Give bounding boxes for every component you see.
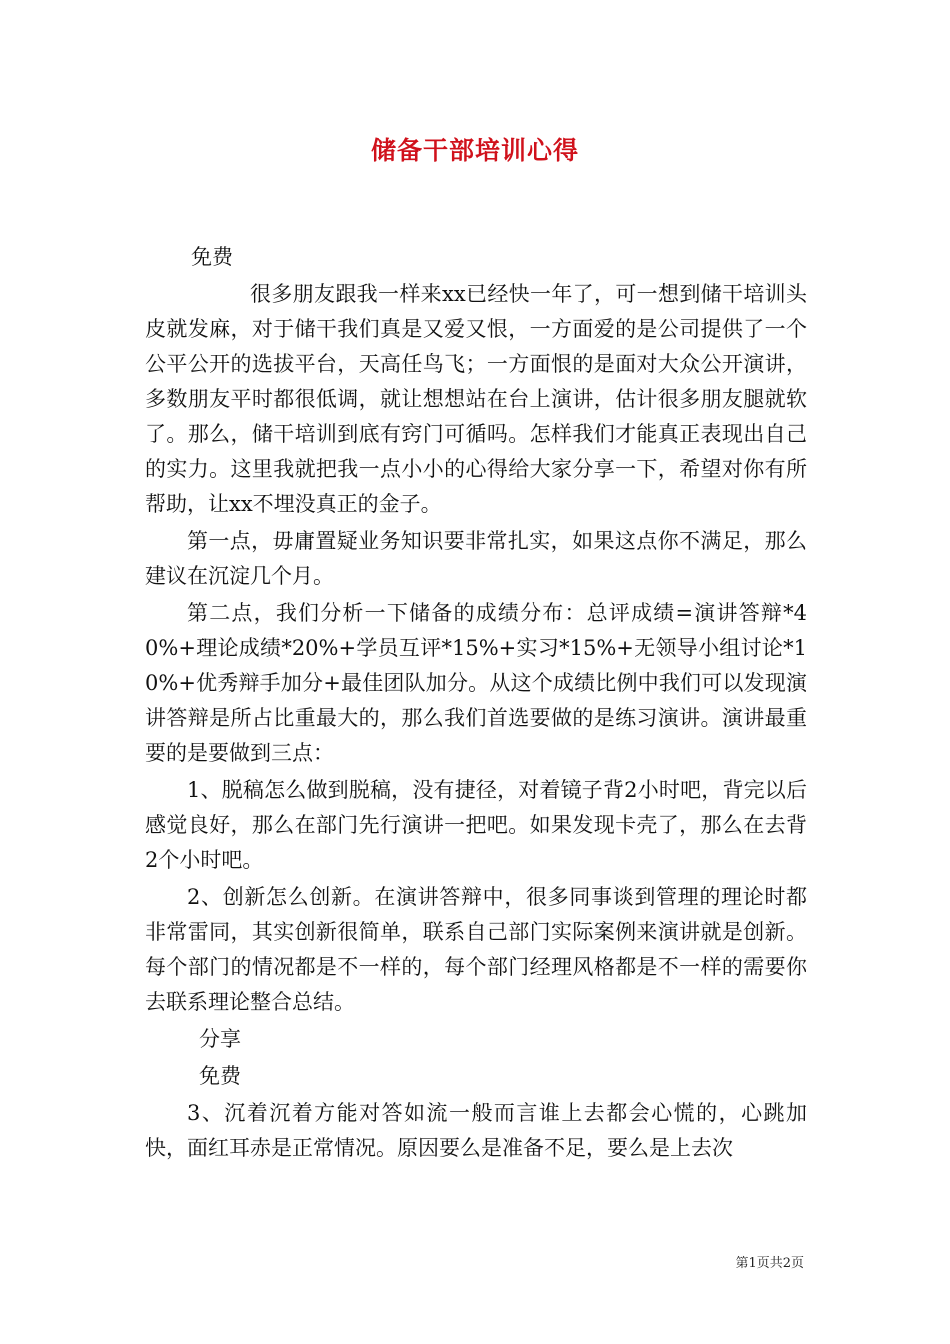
paragraph-intro: 很多朋友跟我一样来xx已经快一年了，可一想到储干培训头皮就发麻，对于储干我们真是又爱又恨，一方面爱的是公司提供了一个公平公开的选拔平台，天高任鸟飞；一方面恨的是面对大众公开演讲，多数朋友平时都很低调，就让想想站在台上演讲，估计很多朋友腿就软了。那么，储干培训到底有窍门可循吗。怎样我们才能真正表现出自己的实力。这里我就把我一点小小的心得给大家分享一下，希望对你有所帮助，让xx不埋没真正的金子。 [145, 282, 807, 516]
paragraph-item-2: 2、创新怎么创新。在演讲答辩中，很多同事谈到管理的理论时都非常雷同，其实创新很简单，联系自己部门实际案例来演讲就是创新。每个部门的情况都是不一样的，每个部门经理风格都是不一样的需要你去联系理论整合总结。 [145, 885, 807, 1014]
paragraph-point-1: 第一点，毋庸置疑业务知识要非常扎实，如果这点你不满足，那么建议在沉淀几个月。 [145, 529, 807, 588]
paragraph-item-1: 1、脱稿怎么做到脱稿，没有捷径，对着镜子背2小时吧，背完以后感觉良好，那么在部门先行演讲一把吧。如果发现卡壳了，那么在去背2个小时吧。 [145, 778, 807, 872]
document-body [145, 240, 807, 1166]
free-label: 免费 [191, 245, 233, 269]
paragraph-point-2: 第二点，我们分析一下储备的成绩分布：总评成绩=演讲答辩*40%+理论成绩*20%+学员互评*15%+实习*15%+无领导小组讨论*10%+优秀辩手加分+最佳团队加分。从这个成绩比例中我们可以发现演讲答辩是所占比重最大的，那么我们首选要做的是练习演讲。演讲最重要的是要做到三点： [145, 601, 807, 765]
document-title: 储备干部培训心得 [370, 136, 579, 165]
free-label-2: 免费 [199, 1064, 241, 1088]
share-label: 分享 [199, 1027, 241, 1051]
page-indicator: 第1页共2页 [735, 1256, 804, 1271]
paragraph-item-3: 3、沉着沉着方能对答如流一般而言谁上去都会心慌的，心跳加快，面红耳赤是正常情况。原因要么是准备不足，要么是上去次 [145, 1101, 807, 1160]
